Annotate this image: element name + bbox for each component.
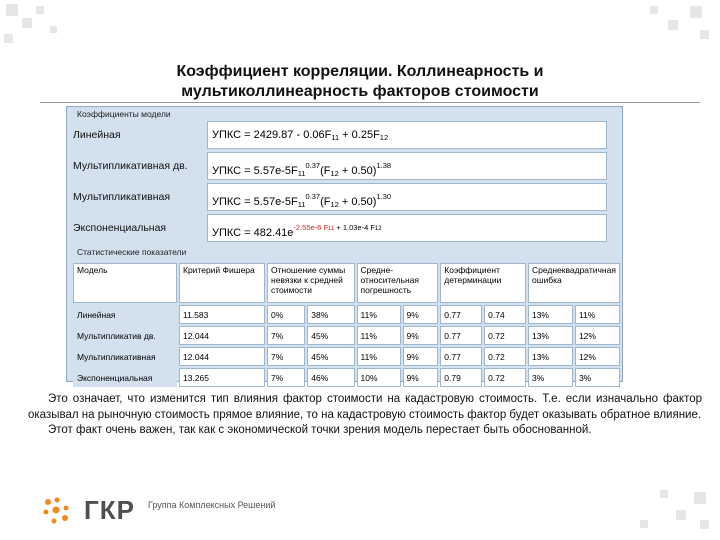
formula-sub: 11 bbox=[297, 200, 306, 209]
cell-rel-b[interactable]: 10% bbox=[357, 368, 401, 387]
col-header-determination: Коэффициент детерминации bbox=[440, 263, 526, 303]
cell-rel-c[interactable]: 9% bbox=[403, 305, 439, 324]
slide-title-line2: мультиколлинеарность факторов стоимости bbox=[181, 83, 539, 100]
cell-model: Экспоненциальная bbox=[73, 368, 177, 387]
cell-det-b[interactable]: 0.72 bbox=[484, 368, 526, 387]
col-header-ratio: Отношение суммы невязки к средней стоимости bbox=[267, 263, 355, 303]
model-name: Мультипликативная bbox=[73, 191, 171, 203]
cell-rel-c[interactable]: 9% bbox=[403, 347, 439, 366]
cell-model: Мультипликатив дв. bbox=[73, 326, 177, 345]
logo-dot-icon bbox=[53, 507, 60, 514]
cell-rel-a[interactable]: 46% bbox=[307, 368, 354, 387]
col-header-mse: Среднеквадратичная ошибка bbox=[528, 263, 620, 303]
formula-text: (F bbox=[320, 165, 331, 177]
logo-dot-icon bbox=[62, 515, 68, 521]
cell-rel-b[interactable]: 11% bbox=[357, 326, 401, 345]
cell-det-a[interactable]: 0.77 bbox=[440, 326, 482, 345]
formula-exp-sub: 12 bbox=[374, 226, 382, 232]
logo-subtitle: Группа Комплексных Решений bbox=[148, 500, 276, 510]
formula-sub: 12 bbox=[379, 133, 389, 142]
formula-field[interactable] bbox=[207, 183, 607, 211]
formula-text: УПКС = 5.57e-5F bbox=[212, 165, 298, 177]
model-row-linear bbox=[71, 121, 611, 151]
decor-square bbox=[22, 18, 32, 28]
slide-title bbox=[80, 62, 640, 102]
formula-sub: 12 bbox=[330, 200, 339, 209]
formula-sup: 0.37 bbox=[305, 161, 321, 170]
table-row bbox=[73, 347, 620, 366]
col-header-fisher: Критерий Фишера bbox=[179, 263, 265, 303]
cell-rel-b[interactable]: 11% bbox=[357, 305, 401, 324]
decor-square bbox=[660, 490, 668, 498]
body-paragraph: Это означает, что изменится тип влияния фактор стоимости на кадастровую стоимость. Т.е. если изначально фактор оказывал на рыночную стоимость прямое влияние, то на кадастровую стоимость фактор будет оказывать обратное влияние. bbox=[28, 393, 702, 421]
logo-dot-icon bbox=[64, 506, 69, 511]
formula-text: + 0.50) bbox=[338, 196, 377, 208]
formula-text: УПКС = 482.41e bbox=[212, 227, 294, 239]
logo-dot-icon bbox=[55, 498, 60, 503]
formula-exp: -2.55e-6 F bbox=[293, 223, 329, 232]
cell-rel-a[interactable]: 45% bbox=[307, 347, 354, 366]
logo-dot-icon bbox=[44, 510, 49, 515]
formula-text: + 0.25F bbox=[339, 129, 380, 141]
formula-field[interactable] bbox=[207, 214, 607, 242]
stats-group-label: Статистические показатели bbox=[77, 247, 187, 257]
decor-square bbox=[700, 30, 709, 39]
table-row bbox=[73, 305, 620, 324]
decor-square bbox=[690, 6, 702, 18]
cell-rel-b[interactable]: 11% bbox=[357, 347, 401, 366]
table-row bbox=[73, 368, 620, 387]
model-name: Линейная bbox=[73, 129, 121, 141]
software-window-panel bbox=[66, 106, 623, 382]
slide-title-line1: Коэффициент корреляции. Коллинеарность и bbox=[176, 63, 544, 80]
cell-rel-a[interactable]: 45% bbox=[307, 326, 354, 345]
formula-field[interactable] bbox=[207, 121, 607, 149]
decor-square bbox=[668, 20, 678, 30]
formula-sub: 11 bbox=[331, 133, 340, 142]
formula-sub: 11 bbox=[297, 169, 306, 178]
cell-model: Мультипликативная bbox=[73, 347, 177, 366]
decor-square bbox=[4, 34, 13, 43]
formula-exp: + 1.03e-4 F bbox=[334, 223, 375, 232]
logo-dot-icon bbox=[45, 499, 51, 505]
cell-mse-a[interactable]: 13% bbox=[528, 347, 573, 366]
decor-square bbox=[6, 4, 18, 16]
cell-fisher[interactable]: 13.265 bbox=[179, 368, 265, 387]
cell-model: Линейная bbox=[73, 305, 177, 324]
formula-text: УПКС = 2429.87 - 0.06F bbox=[212, 129, 332, 141]
logo-mark-icon bbox=[42, 496, 72, 526]
formula-sup: 1.30 bbox=[376, 192, 392, 201]
cell-ratio[interactable]: 7% bbox=[267, 326, 305, 345]
cell-mse-a[interactable]: 13% bbox=[528, 326, 573, 345]
cell-fisher[interactable]: 12.044 bbox=[179, 326, 265, 345]
logo-name: ГКР bbox=[84, 495, 135, 525]
cell-mse-b[interactable]: 12% bbox=[575, 326, 620, 345]
decor-square bbox=[640, 520, 648, 528]
cell-mse-b[interactable]: 11% bbox=[575, 305, 620, 324]
cell-det-b[interactable]: 0.72 bbox=[484, 326, 526, 345]
cell-rel-c[interactable]: 9% bbox=[403, 368, 439, 387]
decor-square bbox=[676, 510, 686, 520]
cell-mse-b[interactable]: 12% bbox=[575, 347, 620, 366]
models-group-label: Коэффициенты модели bbox=[77, 109, 171, 119]
decor-square bbox=[700, 520, 709, 529]
cell-mse-b[interactable]: 3% bbox=[575, 368, 620, 387]
decor-square bbox=[36, 6, 44, 14]
formula-sup: 0.37 bbox=[305, 192, 321, 201]
logo-dot-icon bbox=[52, 519, 57, 524]
model-row-exp bbox=[71, 214, 611, 244]
cell-det-b[interactable]: 0.74 bbox=[484, 305, 526, 324]
cell-rel-c[interactable]: 9% bbox=[403, 326, 439, 345]
body-paragraph: Этот факт очень важен, так как с экономической точки зрения модель перестает быть обоснованной. bbox=[48, 424, 592, 436]
cell-det-a[interactable]: 0.77 bbox=[440, 347, 482, 366]
model-name: Экспоненциальная bbox=[73, 222, 167, 234]
decor-square bbox=[650, 6, 658, 14]
cell-det-a[interactable]: 0.79 bbox=[440, 368, 482, 387]
decor-square bbox=[694, 492, 706, 504]
stats-table bbox=[71, 261, 622, 389]
formula-text: УПКС = 5.57e-5F bbox=[212, 196, 298, 208]
body-text bbox=[28, 392, 702, 439]
formula-field[interactable] bbox=[207, 152, 607, 180]
cell-det-a[interactable]: 0.77 bbox=[440, 305, 482, 324]
cell-fisher[interactable]: 12.044 bbox=[179, 347, 265, 366]
col-header-rel-error: Средне-относительная погрешность bbox=[357, 263, 439, 303]
formula-text: (F bbox=[320, 196, 331, 208]
cell-fisher[interactable]: 11.583 bbox=[179, 305, 265, 324]
cell-ratio[interactable]: 0% bbox=[267, 305, 305, 324]
cell-det-b[interactable]: 0.72 bbox=[484, 347, 526, 366]
table-row bbox=[73, 326, 620, 345]
model-row-mult-dv bbox=[71, 152, 611, 182]
col-header-model: Модель bbox=[73, 263, 177, 303]
cell-mse-a[interactable]: 13% bbox=[528, 305, 573, 324]
cell-ratio[interactable]: 7% bbox=[267, 368, 305, 387]
model-name: Мультипликативная дв. bbox=[73, 160, 188, 172]
decor-square bbox=[50, 26, 57, 33]
cell-mse-a[interactable]: 3% bbox=[528, 368, 573, 387]
formula-sub: 12 bbox=[330, 169, 339, 178]
stats-header-row bbox=[73, 263, 620, 303]
formula-text: + 0.50) bbox=[338, 165, 377, 177]
formula-exp-sub: 11 bbox=[328, 226, 335, 232]
cell-ratio[interactable]: 7% bbox=[267, 347, 305, 366]
formula-sup: 1.38 bbox=[376, 161, 392, 170]
title-divider bbox=[40, 102, 700, 103]
model-row-mult bbox=[71, 183, 611, 213]
cell-rel-a[interactable]: 38% bbox=[307, 305, 354, 324]
